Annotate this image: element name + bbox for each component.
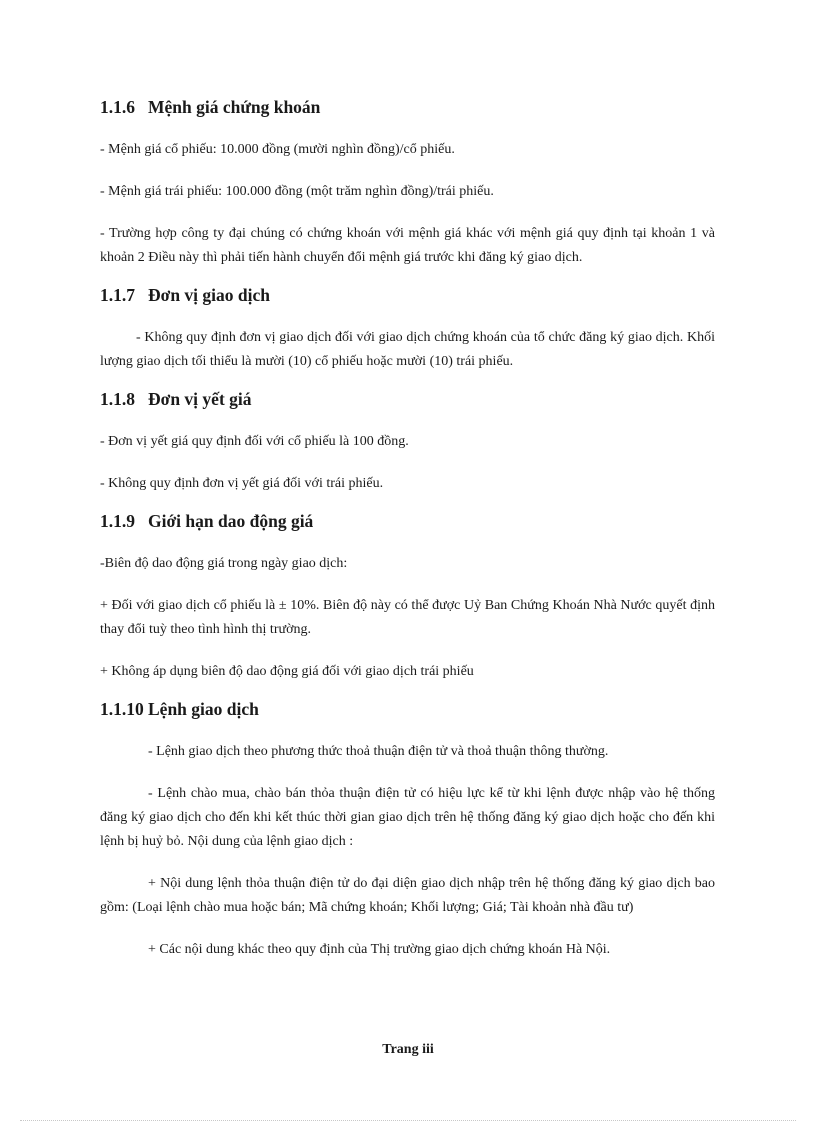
paragraph: - Lệnh giao dịch theo phương thức thoả thuận điện tử và thoả thuận thông thường. <box>148 744 609 759</box>
section-heading-1-1-9 <box>100 508 715 534</box>
section-heading-1-1-8 <box>100 386 715 412</box>
section-title: Đơn vị yết giá <box>148 389 252 409</box>
section-title: Lệnh giao dịch <box>148 699 259 719</box>
paragraph: - Đơn vị yết giá quy định đối với cổ phiếu là 100 đồng. <box>100 434 409 449</box>
paragraph: -Biên độ dao động giá trong ngày giao dịch: <box>100 556 348 571</box>
section-number: 1.1.9 <box>100 511 135 531</box>
section-heading-1-1-6 <box>100 94 715 120</box>
paragraph: - Mệnh giá cổ phiếu: 10.000 đồng (mười nghìn đồng)/cổ phiếu. <box>100 142 455 157</box>
section-number: 1.1.6 <box>100 97 135 117</box>
section-number: 1.1.8 <box>100 389 135 409</box>
paragraph: - Mệnh giá trái phiếu: 100.000 đồng (một trăm nghìn đồng)/trái phiếu. <box>100 184 494 199</box>
paragraph: - Trường hợp công ty đại chúng có chứng khoán với mệnh giá khác với mệnh giá quy định tại khoản 1 và khoản 2 Điều này thì phải tiến hành chuyển đổi mệnh giá trước khi đăng ký giao dịch. <box>100 226 715 265</box>
paragraph: - Lệnh chào mua, chào bán thỏa thuận điện tử có hiệu lực kể từ khi lệnh được nhập vào hệ thống đăng ký giao dịch cho đến khi kết thúc thời gian giao dịch trên hệ thống đăng ký giao dịch hoặc cho đến khi lệnh bị huỷ bỏ. Nội dung của lệnh giao dịch : <box>100 786 715 849</box>
section-number: 1.1.7 <box>100 285 135 305</box>
paragraph: + Không áp dụng biên độ dao động giá đối với giao dịch trái phiếu <box>100 664 474 679</box>
section-title: Mệnh giá chứng khoán <box>148 97 321 117</box>
section-heading-1-1-10 <box>100 696 715 722</box>
document-page <box>100 94 715 980</box>
page-bottom-divider <box>20 1120 796 1121</box>
paragraph: - Không quy định đơn vị yết giá đối với trái phiếu. <box>100 476 384 491</box>
section-number: 1.1.10 <box>100 699 144 719</box>
paragraph: + Đối với giao dịch cổ phiếu là ± 10%. Biên độ này có thể được Uỷ Ban Chứng Khoán Nhà Nước quyết định thay đổi tuỳ theo tình hình thị trường. <box>100 598 715 637</box>
paragraph: + Nội dung lệnh thỏa thuận điện tử do đại diện giao dịch nhập trên hệ thống đăng ký giao dịch bao gồm: (Loại lệnh chào mua hoặc bán; Mã chứng khoán; Khối lượng; Giá; Tài khoản nhà đầu tư) <box>100 876 715 915</box>
section-title: Đơn vị giao dịch <box>148 285 271 305</box>
page-number: Trang iii <box>382 1042 434 1057</box>
paragraph: + Các nội dung khác theo quy định của Thị trường giao dịch chứng khoán Hà Nội. <box>148 942 611 957</box>
paragraph: - Không quy định đơn vị giao dịch đối với giao dịch chứng khoán của tổ chức đăng ký giao dịch. Khối lượng giao dịch tối thiểu là mười (10) cổ phiếu hoặc mười (10) trái phiếu. <box>100 330 715 369</box>
section-heading-1-1-7 <box>100 282 715 308</box>
section-title: Giới hạn dao động giá <box>148 511 314 531</box>
